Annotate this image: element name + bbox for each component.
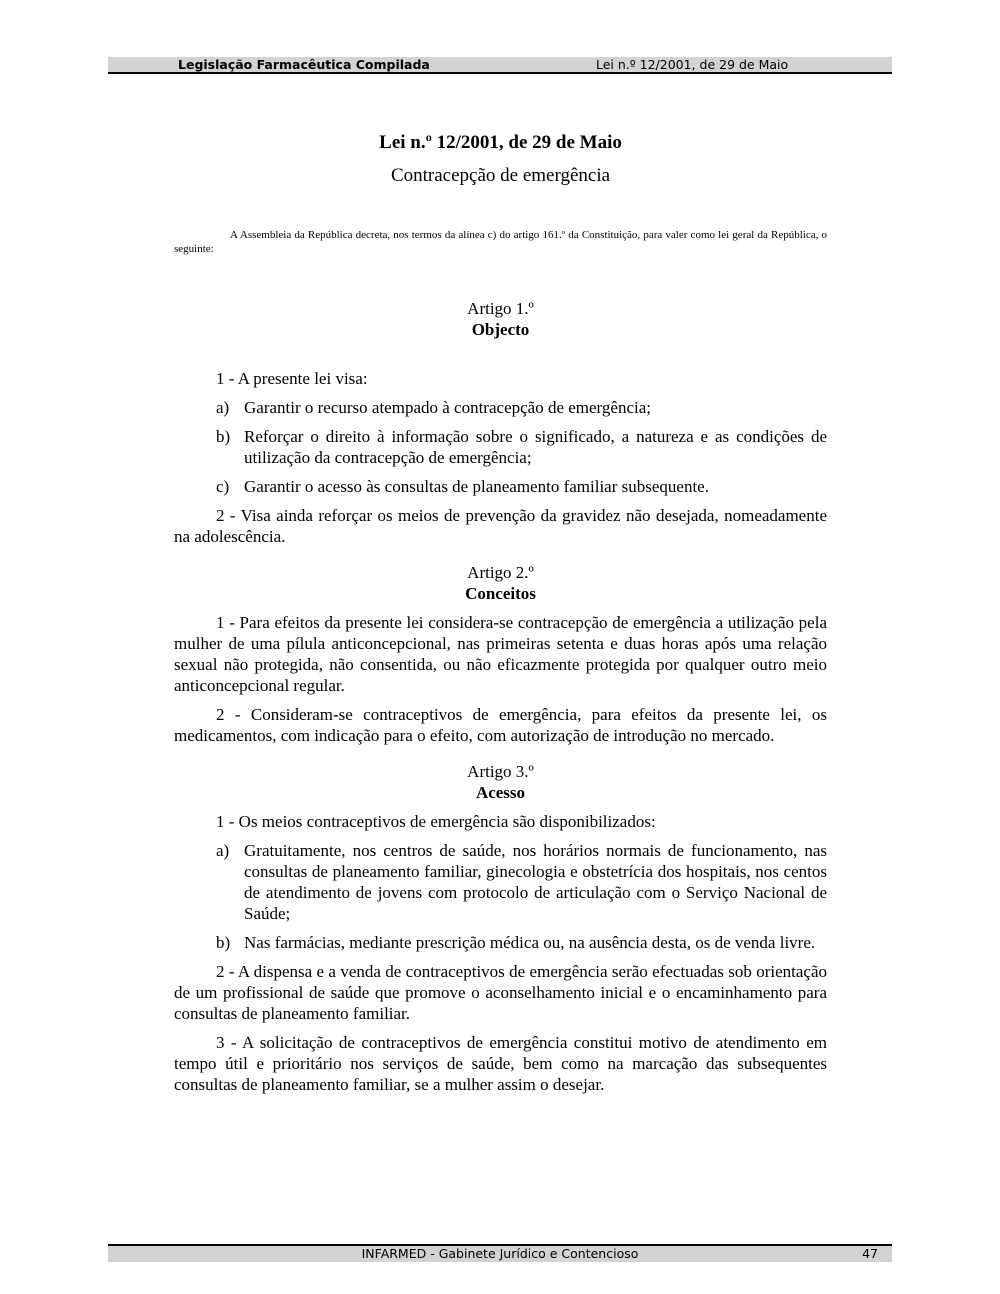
article-3-paragraph-2: 2 - A dispensa e a venda de contraceptivos de emergência serão efectuadas sob orientação de um profissional de saúde que promove o aconselhamento inicial e o encaminhamento para consultas de planeamento familiar. [174, 962, 827, 1023]
article-1-header [174, 298, 827, 340]
list-item [174, 426, 827, 468]
article-heading: Acesso [475, 783, 526, 802]
article-2-paragraph-2: 2 - Consideram-se contraceptivos de emergência, para efeitos da presente lei, os medicamentos, com indicação para o efeito, com autorização de introdução no mercado. [174, 705, 827, 745]
article-1-list [174, 397, 827, 497]
article-number: Artigo 3.º [467, 762, 534, 781]
document-body [174, 298, 827, 1095]
article-3-header [174, 761, 827, 803]
page-footer [108, 1244, 892, 1262]
article-number: Artigo 1.º [467, 299, 534, 318]
item-text: Garantir o recurso atempado à contracepção de emergência; [244, 398, 651, 417]
article-3-paragraph-3: 3 - A solicitação de contraceptivos de emergência constitui motivo de atendimento em tempo útil e prioritário nos serviços de saúde, bem como na marcação das subsequentes consultas de planeamento familiar, se a mulher assim o desejar. [174, 1033, 827, 1094]
item-letter: a) [216, 841, 230, 860]
item-letter: b) [216, 427, 231, 446]
article-1-paragraph-2: 2 - Visa ainda reforçar os meios de prevenção da gravidez não desejada, nomeadamente na adolescência. [174, 506, 827, 546]
header-publication-title: Legislação Farmacêutica Compilada [178, 57, 430, 72]
page-header [108, 57, 892, 74]
header-law-reference: Lei n.º 12/2001, de 29 de Maio [596, 57, 789, 72]
page-number: 47 [862, 1246, 878, 1261]
footer-organization: INFARMED - Gabinete Jurídico e Contencioso [361, 1246, 639, 1261]
law-title: Lei n.º 12/2001, de 29 de Maio [379, 132, 622, 153]
item-letter: a) [216, 398, 230, 417]
article-number: Artigo 2.º [467, 563, 534, 582]
article-2-header [174, 562, 827, 604]
article-heading: Objecto [471, 320, 530, 339]
item-letter: b) [216, 933, 231, 952]
article-3-intro: 1 - Os meios contraceptivos de emergência são disponibilizados: [216, 812, 656, 831]
list-item [174, 932, 827, 953]
preamble: A Assembleia da República decreta, nos termos da alínea c) do artigo 161.º da Constituição, para valer como lei geral da República, o seguinte: [174, 229, 827, 255]
article-1-intro: 1 - A presente lei visa: [216, 369, 368, 388]
list-item [174, 476, 827, 497]
item-text: Nas farmácias, mediante prescrição médica ou, na ausência desta, os de venda livre. [244, 933, 816, 952]
item-text: Reforçar o direito à informação sobre o significado, a natureza e as condições de utilização da contracepção de emergência; [244, 427, 827, 467]
list-item [174, 397, 827, 418]
law-subtitle: Contracepção de emergência [390, 165, 611, 186]
item-letter: c) [216, 477, 230, 496]
item-text: Gratuitamente, nos centros de saúde, nos horários normais de funcionamento, nas consultas de planeamento familiar, ginecologia e obstetrícia dos hospitais, nos centos de atendimento de jovens com protocolo de articulação com o Serviço Nacional de Saúde; [244, 841, 827, 923]
article-heading: Conceitos [465, 584, 536, 603]
article-3-list [174, 840, 827, 953]
item-text: Garantir o acesso às consultas de planeamento familiar subsequente. [244, 477, 709, 496]
article-2-paragraph-1: 1 - Para efeitos da presente lei considera-se contracepção de emergência a utilização pela mulher de uma pílula anticoncepcional, nas primeiras setenta e duas horas após uma relação sexual não protegida, não consentida, ou não eficazmente protegida por qualquer outro meio anticoncepcional regular. [174, 613, 827, 695]
list-item [174, 840, 827, 924]
